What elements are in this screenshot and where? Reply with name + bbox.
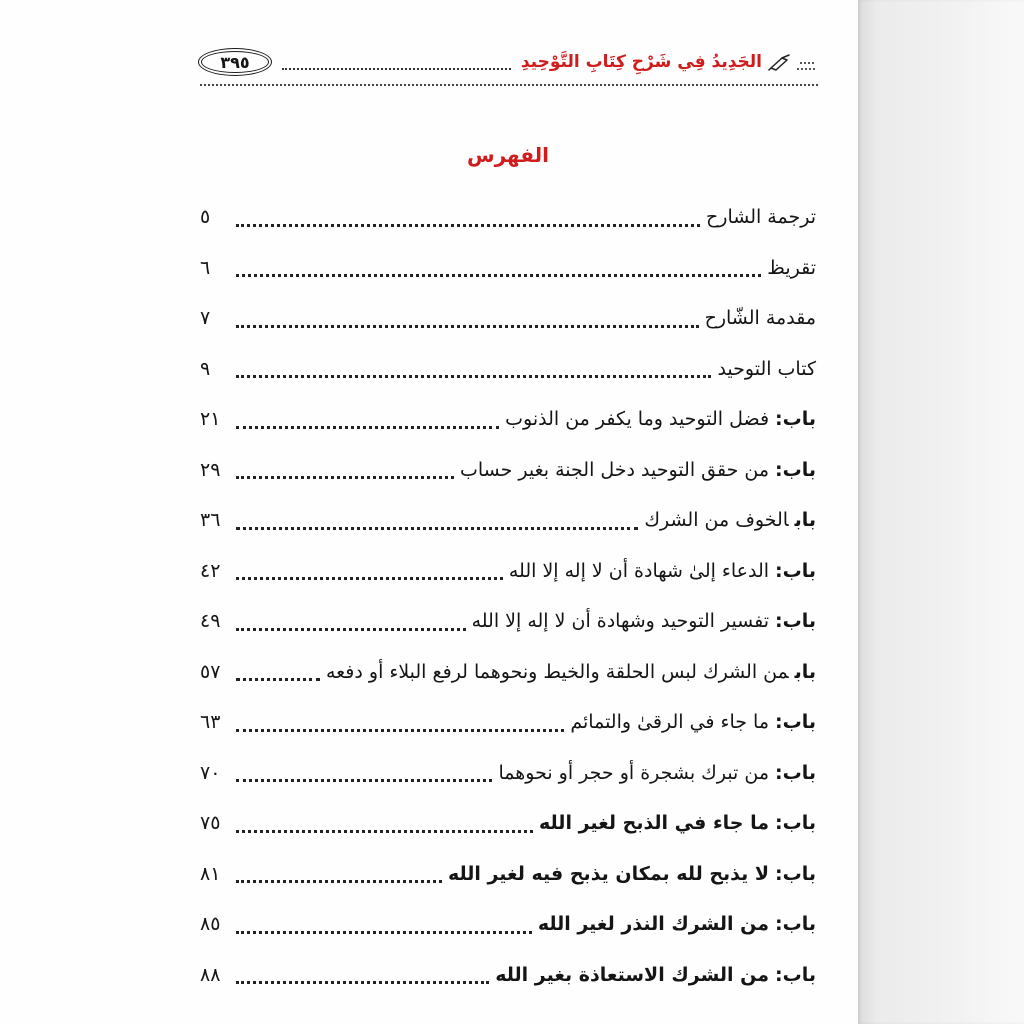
toc-entry-title: الخوف من الشرك — [644, 509, 789, 532]
toc-entry-title: لا يذبح لله بمكان يذبح فيه لغير الله — [447, 862, 770, 885]
toc-entry — [200, 697, 816, 748]
toc-entry-title: تقريظ — [767, 256, 816, 279]
toc-entry-prefix: باب: — [775, 812, 816, 835]
dot-leader — [236, 729, 564, 732]
toc-entry-text — [539, 812, 816, 834]
toc-entry — [200, 647, 816, 698]
toc-entry-prefix: باب: — [775, 761, 816, 784]
toc-entry-text — [644, 509, 816, 531]
toc-entry-text — [498, 762, 816, 784]
toc-entry-title: فضل التوحيد وما يكفر من الذنوب — [505, 408, 770, 431]
toc-entry-text — [448, 863, 816, 885]
toc-entry-page-number: ٢١ — [200, 408, 221, 431]
toc-entry-prefix: باب: — [775, 458, 816, 481]
toc-entry-page-number: ٥٧ — [200, 660, 221, 683]
toc-entry-text — [767, 257, 816, 279]
toc-entry — [200, 950, 816, 1001]
toc-entry-page-number: ٢٩ — [200, 458, 221, 481]
toc-entry-text — [717, 358, 816, 380]
toc-entry-text — [472, 610, 816, 632]
book-title: الجَدِيدُ فِي شَرْحِ كِتَابِ التَّوْحِيدِ — [520, 52, 762, 72]
toc-entry-prefix: باب — [794, 660, 816, 683]
toc-entry-page-number: ٨١ — [200, 862, 221, 885]
toc-entry — [200, 546, 816, 597]
toc-entry-prefix: باب: — [775, 711, 816, 734]
toc-entry-title: من تبرك بشجرة أو حجر أو نحوهما — [498, 761, 770, 784]
header-dotted-rule — [200, 84, 818, 86]
toc-entry-prefix: باب: — [775, 610, 816, 633]
running-header — [198, 46, 818, 78]
toc-entry-title: ترجمة الشارح — [706, 206, 816, 229]
toc-entry-prefix: باب: — [775, 559, 816, 582]
dot-leader — [236, 476, 454, 479]
toc-entry-page-number: ٧٠ — [200, 761, 221, 784]
dot-leader — [236, 830, 533, 833]
dot-leader — [236, 527, 638, 530]
toc-entry-title: من الشرك لبس الحلقة والخيط ونحوهما لرفع البلاء أو دفعه — [325, 660, 789, 683]
dot-leader — [236, 931, 532, 934]
toc-entry-page-number: ٤٩ — [200, 610, 221, 633]
toc-entry — [200, 243, 816, 294]
dot-leader — [236, 779, 492, 782]
dot-leader — [236, 981, 489, 984]
dot-leader — [236, 224, 700, 227]
toc-entry-prefix: باب: — [775, 963, 816, 986]
toc-entry-text — [509, 560, 816, 582]
toc-entry-title: من حقق التوحيد دخل الجنة بغير حساب — [459, 458, 770, 481]
dot-leader — [236, 274, 761, 277]
toc-entry-prefix: باب: — [775, 862, 816, 885]
toc-entry-text — [495, 964, 816, 986]
toc-entry-title: ما جاء في الذبح لغير الله — [539, 812, 770, 835]
toc-entry-page-number: ٦ — [200, 256, 211, 279]
page-number-oval: ٣٩٥ — [198, 48, 272, 76]
toc-entry — [200, 445, 816, 496]
dots-ornament-icon — [796, 59, 818, 73]
toc-entry-page-number: ٧ — [200, 307, 211, 330]
toc-entry-title: من الشرك النذر لغير الله — [537, 913, 770, 936]
toc-entry-page-number: ٣٦ — [200, 509, 221, 532]
toc-entry-text — [326, 661, 816, 683]
dot-leader — [236, 880, 442, 883]
toc-entry-text — [538, 913, 816, 935]
toc-entry — [200, 596, 816, 647]
header-dotted-line — [282, 68, 511, 70]
dot-leader — [236, 678, 320, 681]
toc-entry — [200, 344, 816, 395]
toc-entry-title: ما جاء في الرقىٰ والتمائم — [570, 711, 770, 734]
toc-entry-title: من الشرك الاستعاذة بغير الله — [495, 963, 770, 986]
toc-entry-text — [570, 711, 816, 733]
toc-entry-page-number: ٥ — [200, 206, 211, 229]
toc-entry-text — [705, 307, 816, 329]
pen-icon — [768, 53, 792, 71]
toc-heading: الفهرس — [466, 143, 549, 167]
toc-entry — [200, 798, 816, 849]
dot-leader — [236, 325, 699, 328]
toc-entry-title: الدعاء إلىٰ شهادة أن لا إله إلا الله — [508, 559, 770, 582]
toc-entry-text — [505, 408, 816, 430]
toc-entry — [200, 899, 816, 950]
toc-entry — [200, 748, 816, 799]
dot-leader — [236, 426, 499, 429]
toc-entry-title: كتاب التوحيد — [717, 357, 816, 380]
toc-entry-text — [706, 206, 816, 228]
toc-entry — [200, 849, 816, 900]
dot-leader — [236, 375, 711, 378]
toc-entry-prefix: باب — [794, 509, 816, 532]
toc-entry — [200, 293, 816, 344]
toc-entry — [200, 394, 816, 445]
toc-entry-page-number: ٨٥ — [200, 913, 221, 936]
toc-list — [200, 192, 816, 1000]
toc-entry-page-number: ٦٣ — [200, 711, 221, 734]
toc-entry-prefix: باب: — [775, 408, 816, 431]
toc-entry — [200, 192, 816, 243]
dot-leader — [236, 577, 503, 580]
toc-entry-text — [460, 459, 816, 481]
dot-leader — [236, 628, 466, 631]
toc-entry-title: مقدمة الشّارح — [704, 307, 816, 330]
toc-entry-page-number: ٤٢ — [200, 559, 221, 582]
toc-entry-title: تفسير التوحيد وشهادة أن لا إله إلا الله — [471, 610, 770, 633]
toc-entry-page-number: ٨٨ — [200, 963, 221, 986]
toc-entry — [200, 495, 816, 546]
page-edge-shadow — [858, 0, 1024, 1024]
toc-entry-page-number: ٧٥ — [200, 812, 221, 835]
toc-entry-prefix: باب: — [775, 913, 816, 936]
toc-entry-page-number: ٩ — [200, 357, 211, 380]
